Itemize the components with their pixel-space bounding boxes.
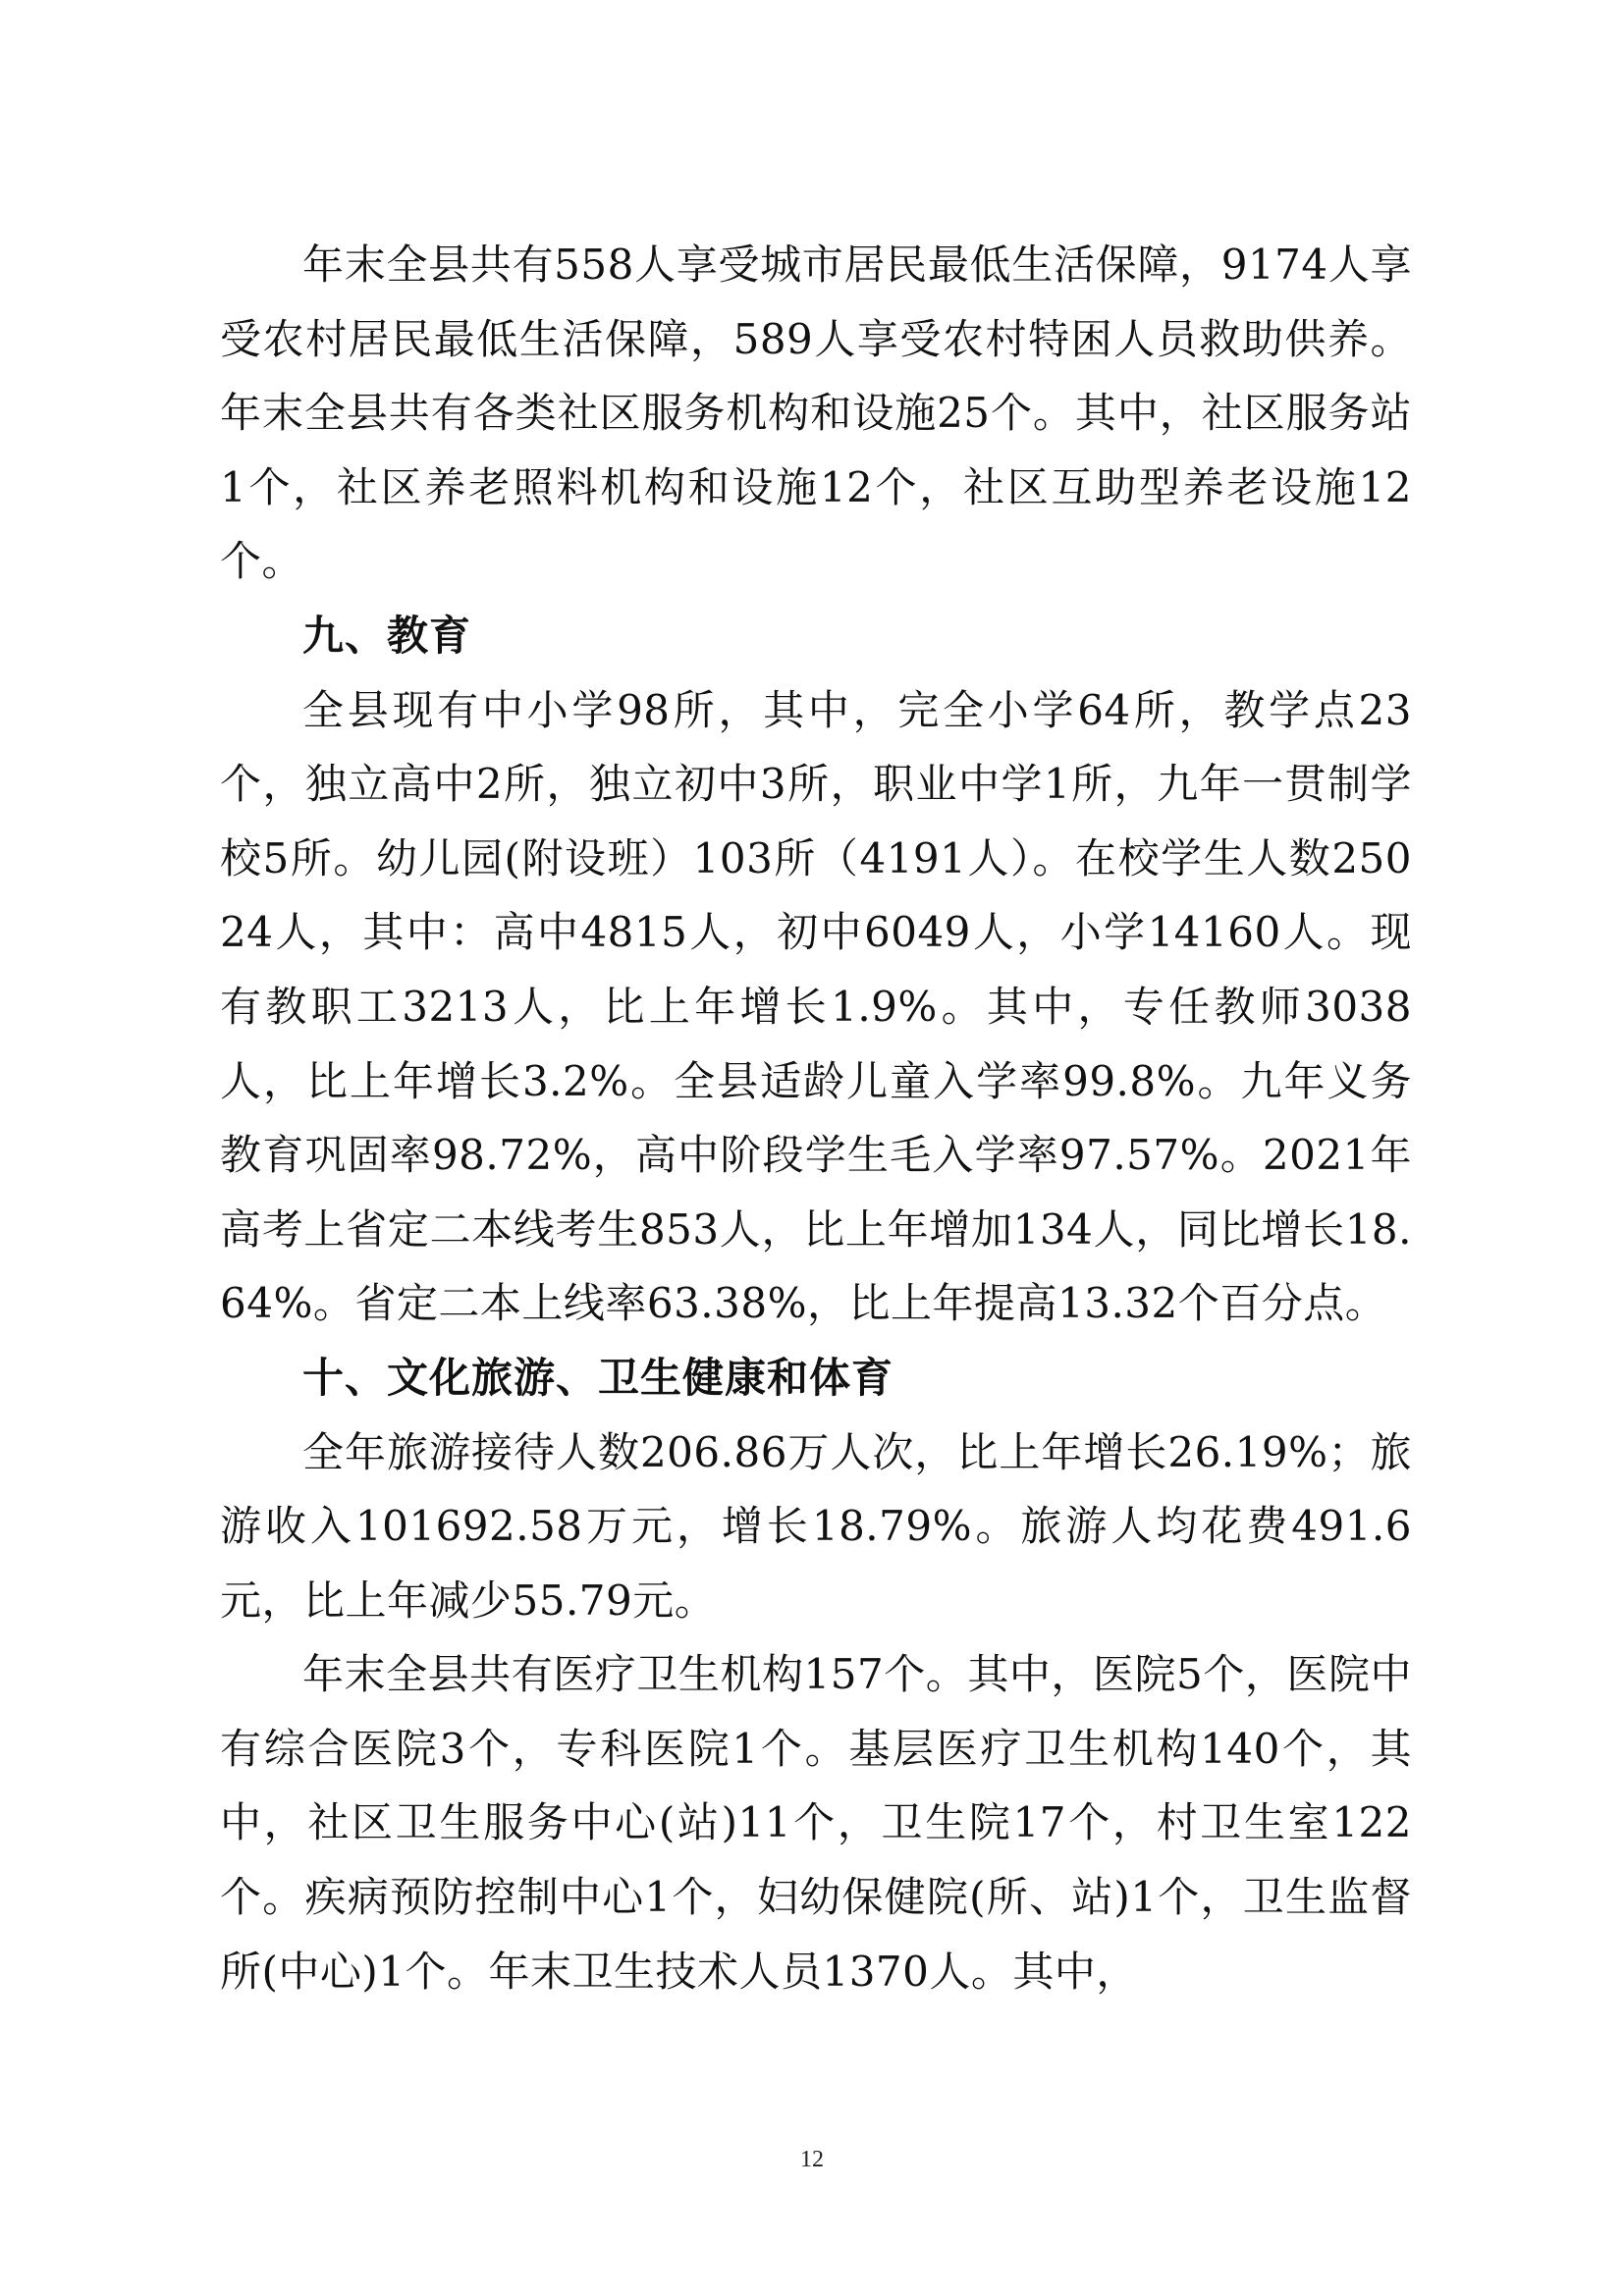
section-heading-culture-health-sports: 十、文化旅游、卫生健康和体育 <box>302 1353 894 1402</box>
paragraph-education: 全县现有中小学98所，其中，完全小学64所，教学点23个，独立高中2所，独立初中3所，职业中学1所，九年一贯制学校5所。幼儿园(附设班）103所（4191人）。在校学生人数25024人，其中：高中4815人，初中6049人，小学14160人。现有教职工3213人，比上年增长1.9%。其中，专任教师3038人，比上年增长3.2%。全县适龄儿童入学率99.8%。九年义务教育巩固率98.72%，高中阶段学生毛入学率97.57%。2021年高考上省定二本线考生853人，比上年增加134人，同比增长18.64%。省定二本上线率63.38%，比上年提高13.32个百分点。 <box>220 685 1412 1328</box>
paragraph-medical: 年末全县共有医疗卫生机构157个。其中，医院5个，医院中有综合医院3个，专科医院1个。基层医疗卫生机构140个，其中，社区卫生服务中心(站)11个，卫生院17个，村卫生室122个。疾病预防控制中心1个，妇幼保健院(所、站)1个，卫生监督所(中心)1个。年末卫生技术人员1370人。其中， <box>220 1650 1412 1996</box>
section-heading-education: 九、教育 <box>302 611 472 660</box>
paragraph-tourism: 全年旅游接待人数206.86万人次，比上年增长26.19%；旅游收入101692.58万元，增长18.79%。旅游人均花费491.6元，比上年减少55.79元。 <box>220 1427 1412 1625</box>
document-body <box>220 228 1412 2008</box>
paragraph-social-security: 年末全县共有558人享受城市居民最低生活保障，9174人享受农村居民最低生活保障，589人享受农村特困人员救助供养。年末全县共有各类社区服务机构和设施25个。其中，社区服务站1个，社区养老照料机构和设施12个，社区互助型养老设施12个。 <box>220 240 1412 586</box>
page-number: 12 <box>800 2147 824 2172</box>
